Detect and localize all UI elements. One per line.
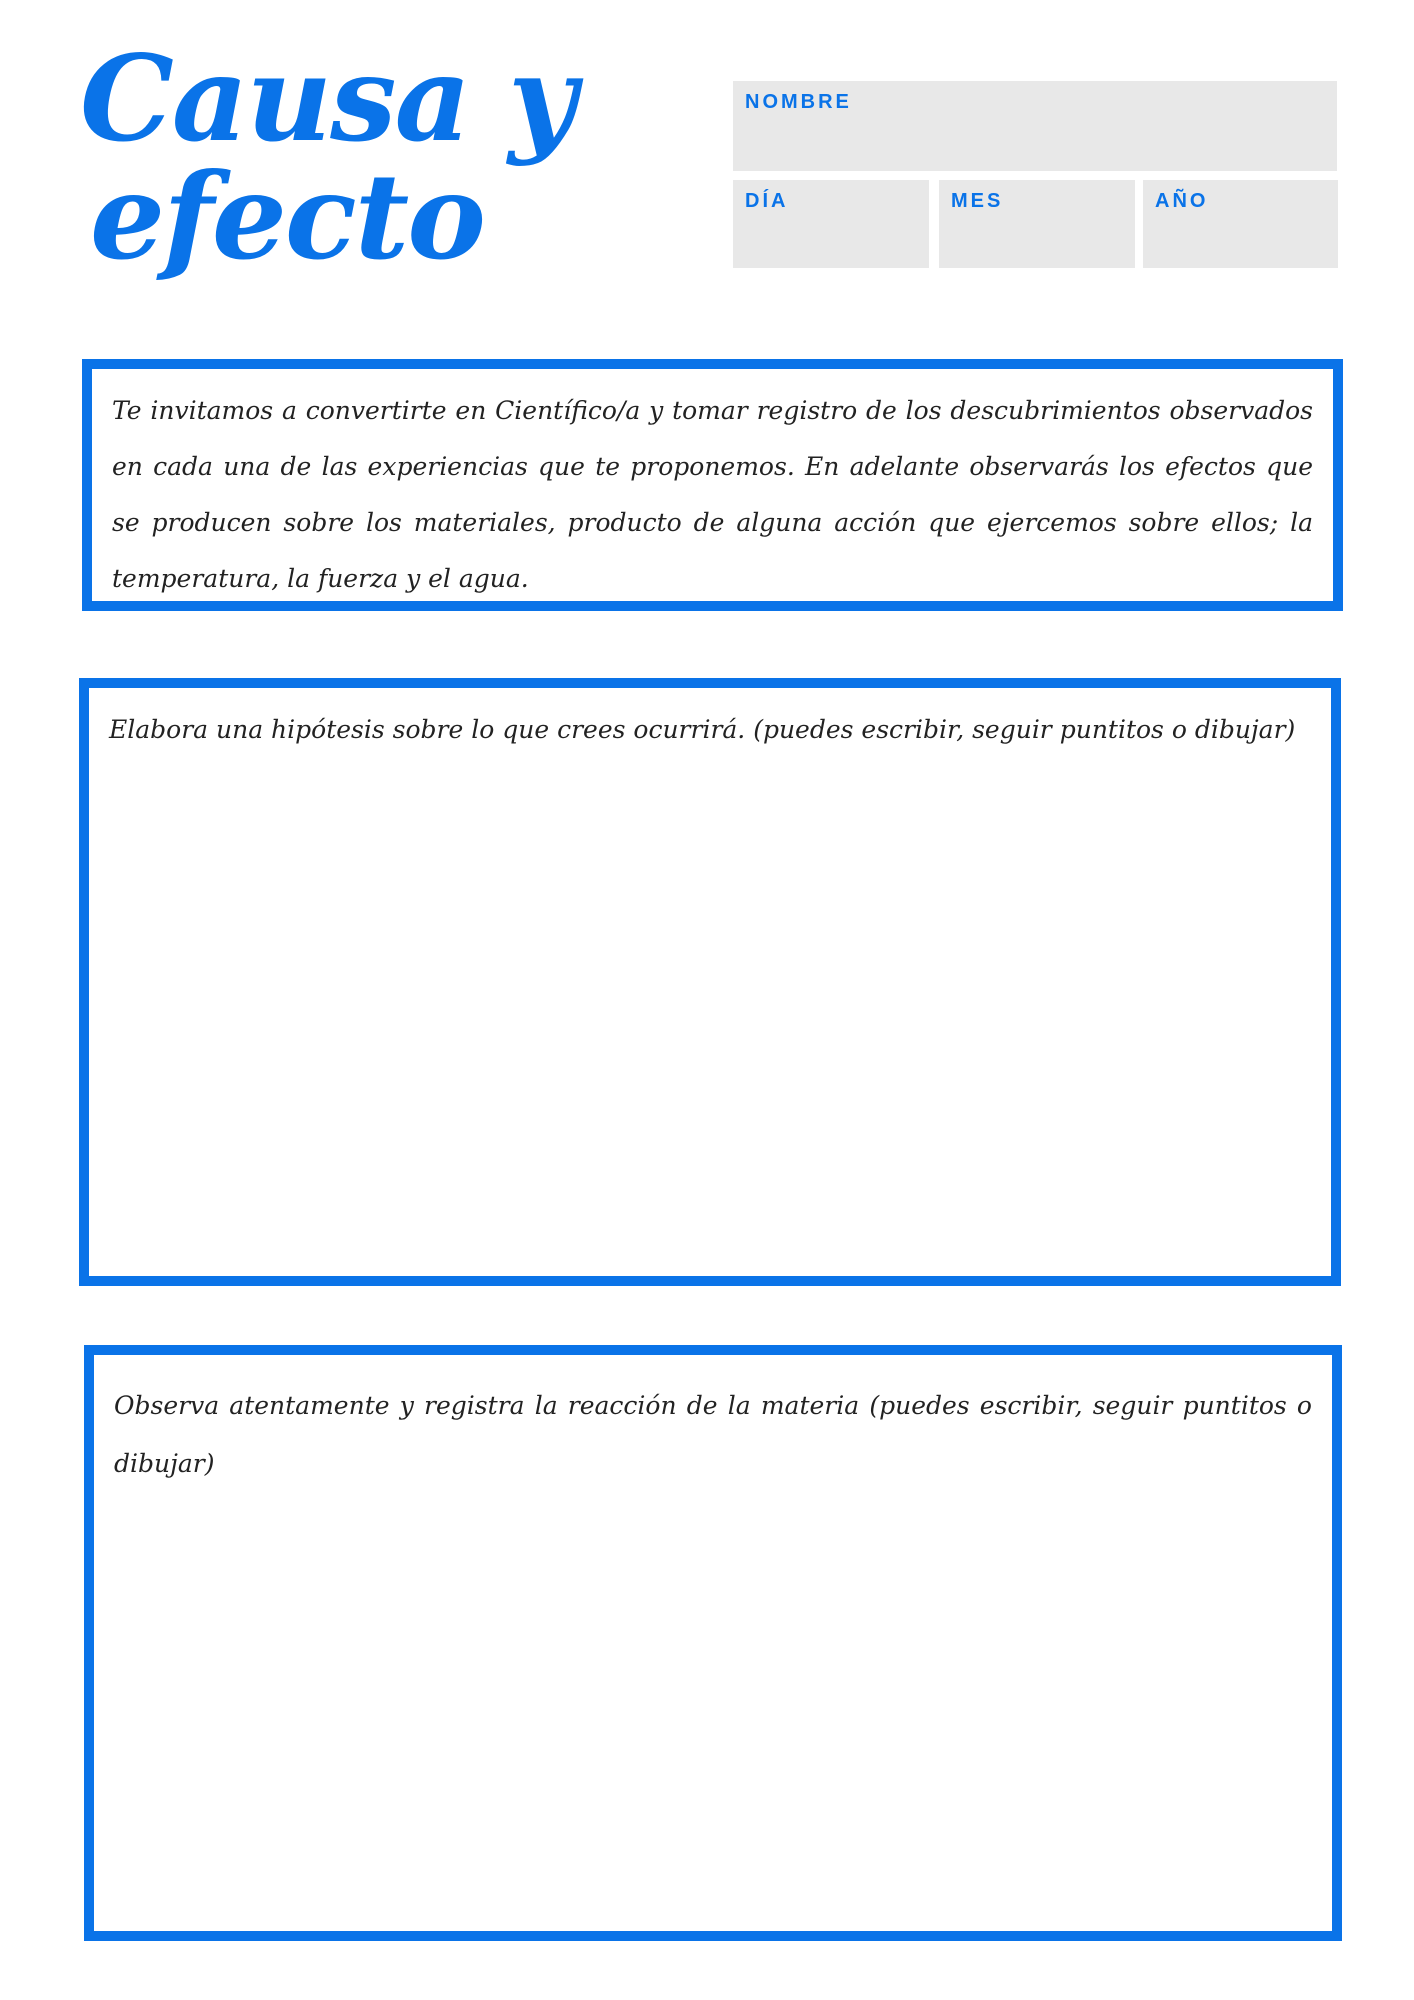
page-title <box>80 29 640 286</box>
hipotesis-prompt: Elabora una hipótesis sobre lo que crees ocurrirá. (puedes escribir, seguir puntitos o dibujar) <box>109 715 1296 744</box>
intro-text: Te invitamos a convertirte en Científico/a y tomar registro de los descubrimientos observados en cada una de las experiencias que te proponemos. En adelante observarás los efectos que se producen sobre los materiales, producto de alguna acción que ejercemos sobre ellos; la temperatura, la fuerza y el agua. <box>112 396 1313 593</box>
nombre-label: NOMBRE <box>745 91 852 113</box>
observa-prompt: Observa atentamente y registra la reacción de la materia (puedes escribir, seguir puntitos o dibujar) <box>114 1391 1312 1478</box>
mes-field[interactable] <box>939 180 1135 268</box>
anio-field[interactable] <box>1143 180 1338 268</box>
mes-label: MES <box>951 190 1004 212</box>
hipotesis-box[interactable] <box>79 678 1341 1286</box>
intro-box <box>82 359 1343 611</box>
page-title-line-2: efecto <box>90 147 484 286</box>
dia-field[interactable] <box>733 180 929 268</box>
nombre-field[interactable] <box>733 81 1337 171</box>
dia-label: DÍA <box>745 190 789 212</box>
anio-label: AÑO <box>1155 190 1209 212</box>
observa-box[interactable] <box>84 1345 1342 1941</box>
page-title-line-1: Causa y <box>80 29 575 168</box>
